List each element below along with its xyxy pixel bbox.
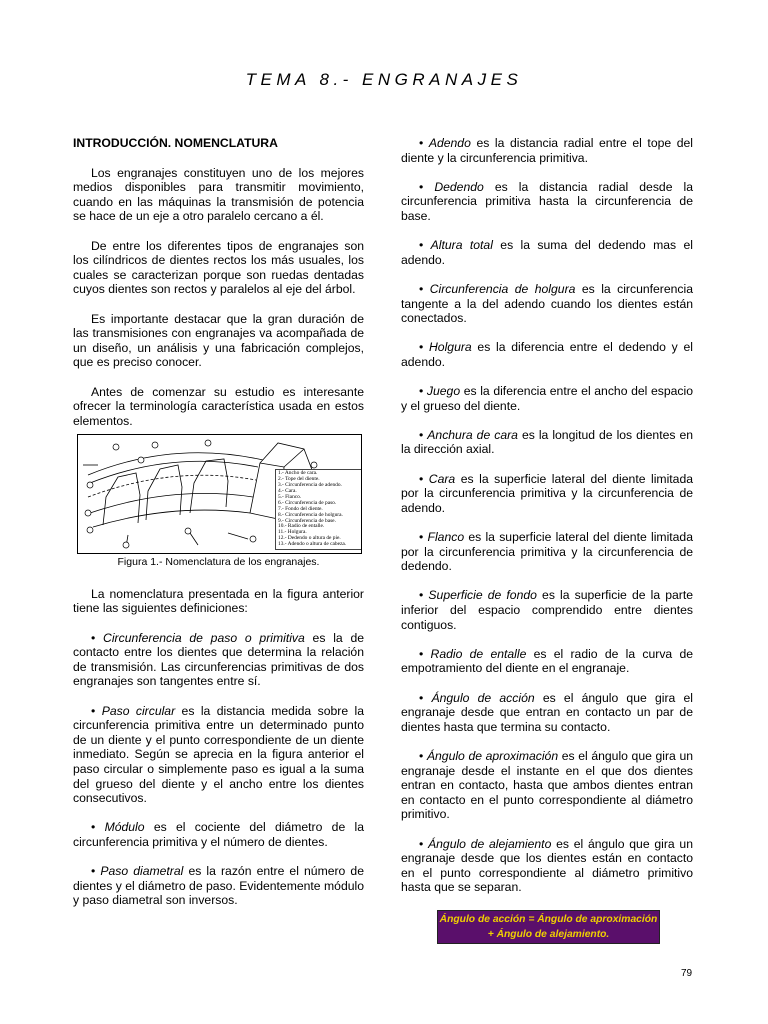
definition [401,837,693,895]
definition-text: es la suma del dedendo mas el adendo. [401,238,693,267]
definition-term: • Anchura de cara [419,428,518,442]
definition-term: • Superficie de fondo [419,588,537,602]
page-title: TEMA 8.- ENGRANAJES [245,70,523,89]
definition-text: es la de contacto entre los dientes que determina la relación de transmisión. Las circunferencias primitivas de dos engranajes son tangentes entre sí. [73,630,364,689]
definition-text: es la superficie lateral del diente limitada por la circunferencia primitiva y la circunferencia de dedendo. [401,530,693,574]
formula-text: Ángulo de acción = Ángulo de aproximación + Ángulo de alejamiento. [439,914,658,940]
definition-term: • Adendo [419,136,471,150]
page-number: 79 [681,968,693,979]
definition [401,282,693,326]
definition [401,647,693,676]
definition-text: es la distancia medida sobre la circunferencia primitiva entre un determinado punto de un diente y el punto correspondiente de un diente inmediato. Según se aprecia en la figura anterior el paso circular o simplemente paso es igual a la suma del grueso del diente y el ancho entre los dientes consecutivos. [73,703,364,806]
definition [401,530,693,574]
definition-text: es la distancia radial entre el tope del diente y la circunferencia primitiva. [401,136,693,165]
definition-text: es la diferencia entre el dedendo y el adendo. [401,340,693,369]
definition [401,588,693,632]
paragraph: La nomenclatura presentada en la figura anterior tiene las siguientes definiciones: [73,586,364,616]
definition-text: es el ángulo que gira el engranaje desde que entran en contacto un par de dientes hasta que termina su contacto. [401,690,693,734]
definition [401,136,693,165]
definition-term: • Altura total [419,238,493,252]
definition-text: es la superficie lateral del diente limitada por la circunferencia primitiva y la circunferencia de adendo. [401,471,694,515]
left-column [73,136,364,923]
definition-text: es la superficie de la parte inferior del espacio comprendido entre dientes contiguos. [401,588,694,632]
paragraph: Antes de comenzar su estudio es interesante ofrecer la terminología característica usada en estos elementos. [73,384,364,428]
definition [73,864,364,908]
definition [73,631,364,689]
definition-text: es el ángulo que gira un engranaje desde el instante en el que dos dientes entran en contacto, hasta que ambos dientes entran en contacto en el punto correspondiente al diámetro primitivo. [401,748,693,822]
paragraph: Es importante destacar que la gran duración de las transmisiones con engranajes va acompañada de un diseño, un análisis y una fabricación complejos, que es preciso conocer. [73,311,364,370]
definition-term: • Radio de entalle [419,647,526,661]
legend-item: 8.- Circunferencia de holgura. [278,511,343,518]
figure-legend [275,469,362,550]
definition-term: • Circunferencia de holgura [419,282,575,296]
definition [401,691,693,735]
definition-term: • Dedendo [419,180,484,194]
legend-item: 6.- Circunferencia de paso. [278,499,337,506]
definition [73,820,364,849]
definition-term: • Paso circular [91,704,175,718]
legend-item: 10.- Radio de entalle. [278,523,325,530]
definition [401,472,693,516]
legend-item: 9.- Circunferencia de base. [278,517,336,524]
definition-term: • Circunferencia de paso o primitiva [91,631,305,645]
legend-item: 7.- Fondo del diente. [278,505,323,512]
definition [401,180,693,224]
formula-highlight-box [437,910,660,944]
gear-nomenclature-figure [77,434,362,554]
paragraph: De entre los diferentes tipos de engranajes son los cilíndricos de dientes rectos los más usuales, los cuales se caracterizan porque son ruedas dentadas cuyos dientes son rectos y paralelos al eje del árbol. [73,238,364,297]
legend-item: 13.- Adendo o altura de cabeza. [278,541,347,548]
legend-item: 4.- Cara. [278,488,297,494]
definition-term: • Ángulo de aproximación [419,749,558,763]
right-column [401,136,693,909]
definition-text: es el cociente del diámetro de la circunferencia primitiva y el número de dientes. [73,820,364,849]
figure-caption: Figura 1.- Nomenclatura de los engranajes. [117,556,320,569]
definition [401,340,693,369]
definition [401,749,693,822]
definition-text: es la razón entre el número de dientes y el diámetro de paso. Evidentemente módulo y paso diametral son inversos. [73,864,364,908]
definition-text: es la distancia radial desde la circunferencia primitiva hasta la circunferencia de base. [401,179,693,223]
definition-term: • Juego [419,384,460,398]
legend-item: 12.- Dedendo o altura de pie. [278,535,341,542]
definition-term: • Ángulo de acción [419,691,535,705]
definition [401,384,693,413]
definition-text: es la longitud de los dientes en la dirección axial. [401,427,694,457]
legend-item: 1.- Ancho de cara. [278,470,318,477]
legend-item: 11.- Holgura. [278,529,307,536]
definition-term: • Ángulo de alejamiento [419,837,551,851]
definition-term: • Flanco [419,530,464,544]
definition-text: es el radio de la curva de empotramiento del diente en el engranaje. [401,646,694,676]
definition [401,428,693,457]
definition [401,238,693,267]
section-heading: INTRODUCCIÓN. NOMENCLATURA [73,136,278,150]
definition-term: • Módulo [91,820,145,834]
definition-term: • Paso diametral [91,864,183,878]
definition-term: • Cara [419,472,455,486]
legend-item: 5.- Flanco. [278,493,302,500]
paragraph: Los engranajes constituyen uno de los mejores medios disponibles para transmitir movimiento, cuando en las máquinas la transmisión de potencia se hace de un eje a otro paralelo cercano a él. [73,165,364,224]
definition-text: es la diferencia entre el ancho del espacio y el grueso del diente. [401,384,693,413]
definition [73,704,364,806]
definition-text: es la circunferencia tangente a la del adendo cuando los dientes están conectados. [401,281,694,326]
definition-text: es el ángulo que gira un engranaje desde que los dientes están en contacto en el punto correspondiente al diámetro primitivo hasta que se separan. [401,836,693,895]
legend-item: 3.- Circunferencia de adendo. [278,482,342,489]
legend-item: 2.- Tope del diente. [278,476,320,483]
definition-term: • Holgura [419,340,472,354]
